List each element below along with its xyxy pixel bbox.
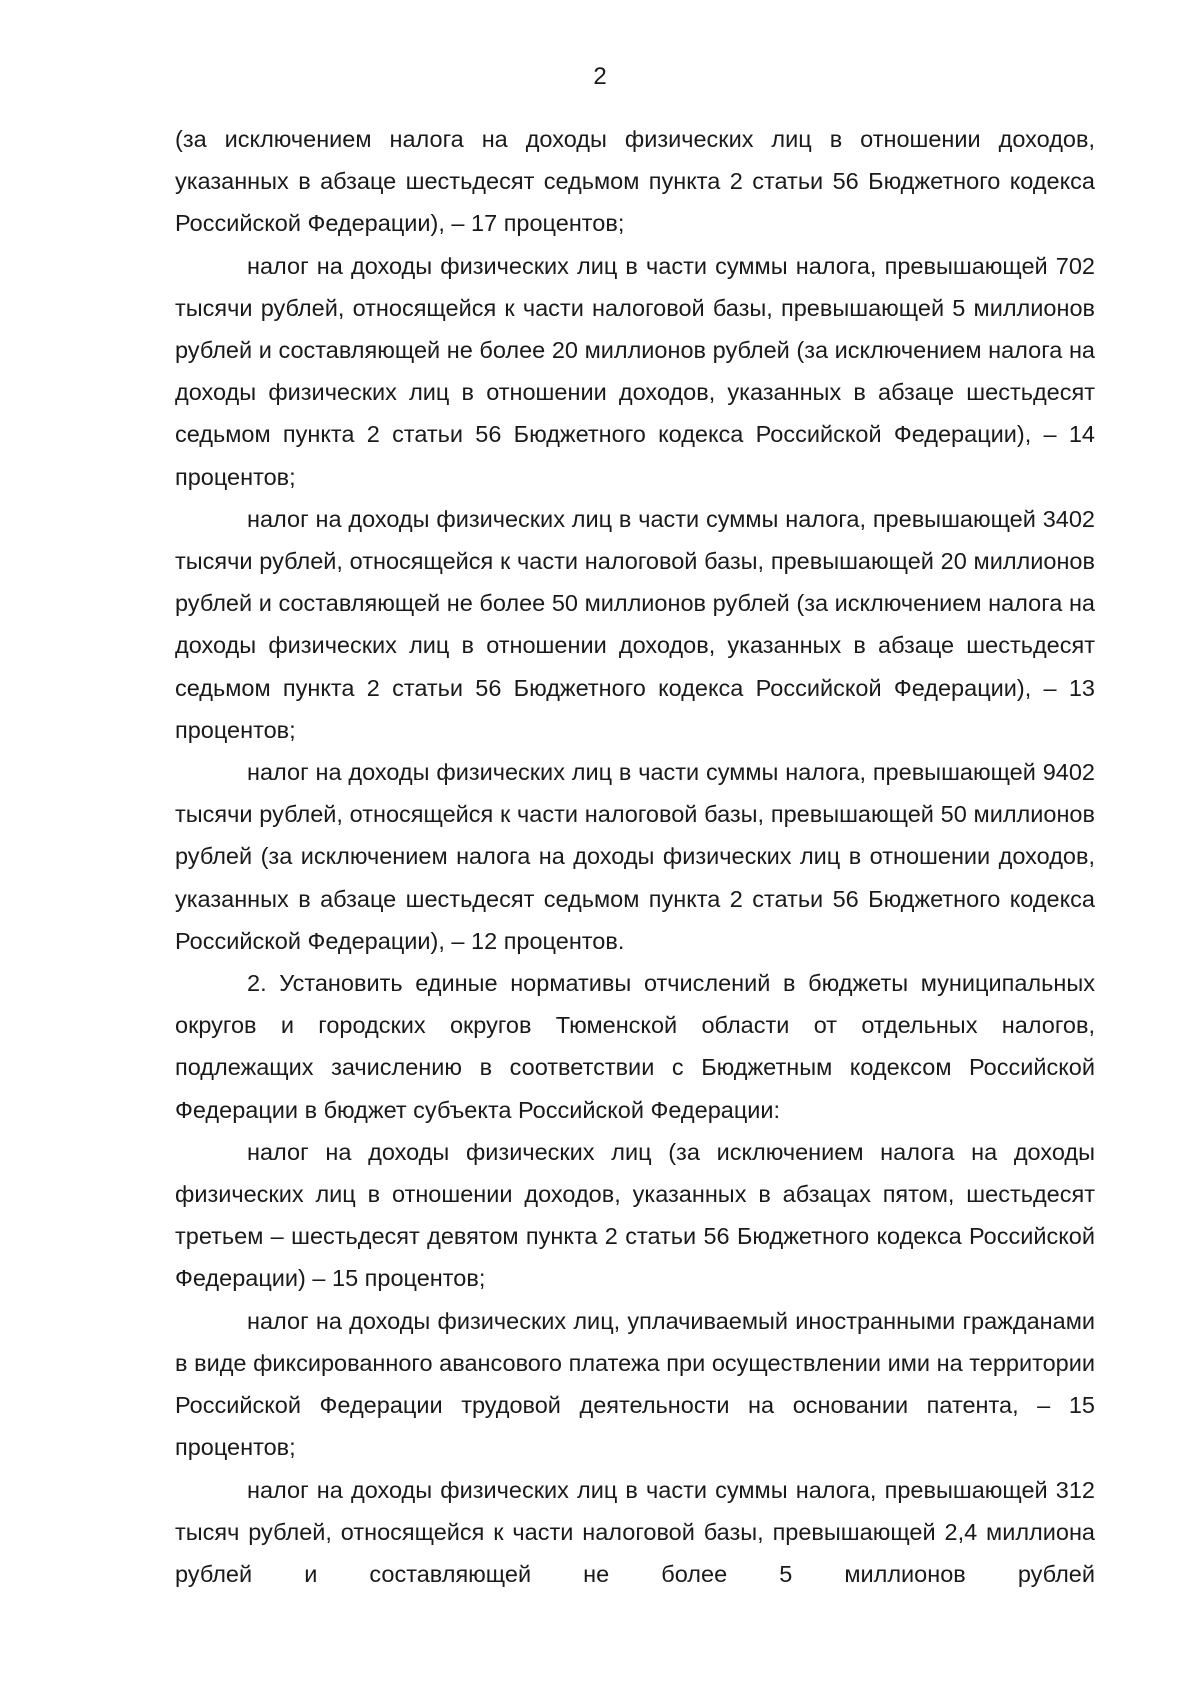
paragraph-ndfl-12-percent: налог на доходы физических лиц в части суммы налога, превышающей 9402 тысячи рублей, относящейся к части налоговой базы, превышающей 50 миллионов рублей (за исключением налога на доходы физических лиц в отношении доходов, указанных в абзаце шестьдесят седьмом пункта 2 статьи 56 Бюджетного кодекса Российской Федерации), – 12 процентов. (175, 759, 1095, 954)
page-number: 2 (593, 63, 607, 90)
paragraph-ndfl-15-percent: налог на доходы физических лиц (за исключением налога на доходы физических лиц в отношении доходов, указанных в абзацах пятом, шестьдесят третьем – шестьдесят девятом пункта 2 статьи 56 Бюджетного кодекса Российской Федерации) – 15 процентов; (175, 1138, 1095, 1292)
paragraph-continuation: (за исключением налога на доходы физических лиц в отношении доходов, указанных в абзаце шестьдесят седьмом пункта 2 статьи 56 Бюджетного кодекса Российской Федерации), – 17 процентов; (175, 126, 1095, 237)
document-body (175, 118, 1095, 1595)
paragraph-ndfl-312-thousand: налог на доходы физических лиц в части суммы налога, превышающей 312 тысяч рублей, относящейся к части налоговой базы, превышающей 2,4 миллиона рублей и составляющей не более 5 миллионов рублей (175, 1476, 1095, 1587)
paragraph-ndfl-patent-15-percent: налог на доходы физических лиц, уплачиваемый иностранными гражданами в виде фиксированного авансового платежа при осуществлении ими на территории Российской Федерации трудовой деятельности на основании патента, – 15 процентов; (175, 1307, 1095, 1461)
paragraph-item-2-standards: 2. Установить единые нормативы отчислений в бюджеты муниципальных округов и городских округов Тюменской области от отдельных налогов, подлежащих зачислению в соответствии с Бюджетным кодексом Российской Федерации в бюджет субъекта Российской Федерации: (175, 970, 1095, 1123)
paragraph-ndfl-14-percent: налог на доходы физических лиц в части суммы налога, превышающей 702 тысячи рублей, относящейся к части налоговой базы, превышающей 5 миллионов рублей и составляющей не более 20 миллионов рублей (за исключением налога на доходы физических лиц в отношении доходов, указанных в абзаце шестьдесят седьмом пункта 2 статьи 56 Бюджетного кодекса Российской Федерации), – 14 процентов; (175, 252, 1095, 490)
paragraph-ndfl-13-percent: налог на доходы физических лиц в части суммы налога, превышающей 3402 тысячи рублей, относящейся к части налоговой базы, превышающей 20 миллионов рублей и составляющей не более 50 миллионов рублей (за исключением налога на доходы физических лиц в отношении доходов, указанных в абзаце шестьдесят седьмом пункта 2 статьи 56 Бюджетного кодекса Российской Федерации), – 13 процентов; (175, 505, 1095, 743)
